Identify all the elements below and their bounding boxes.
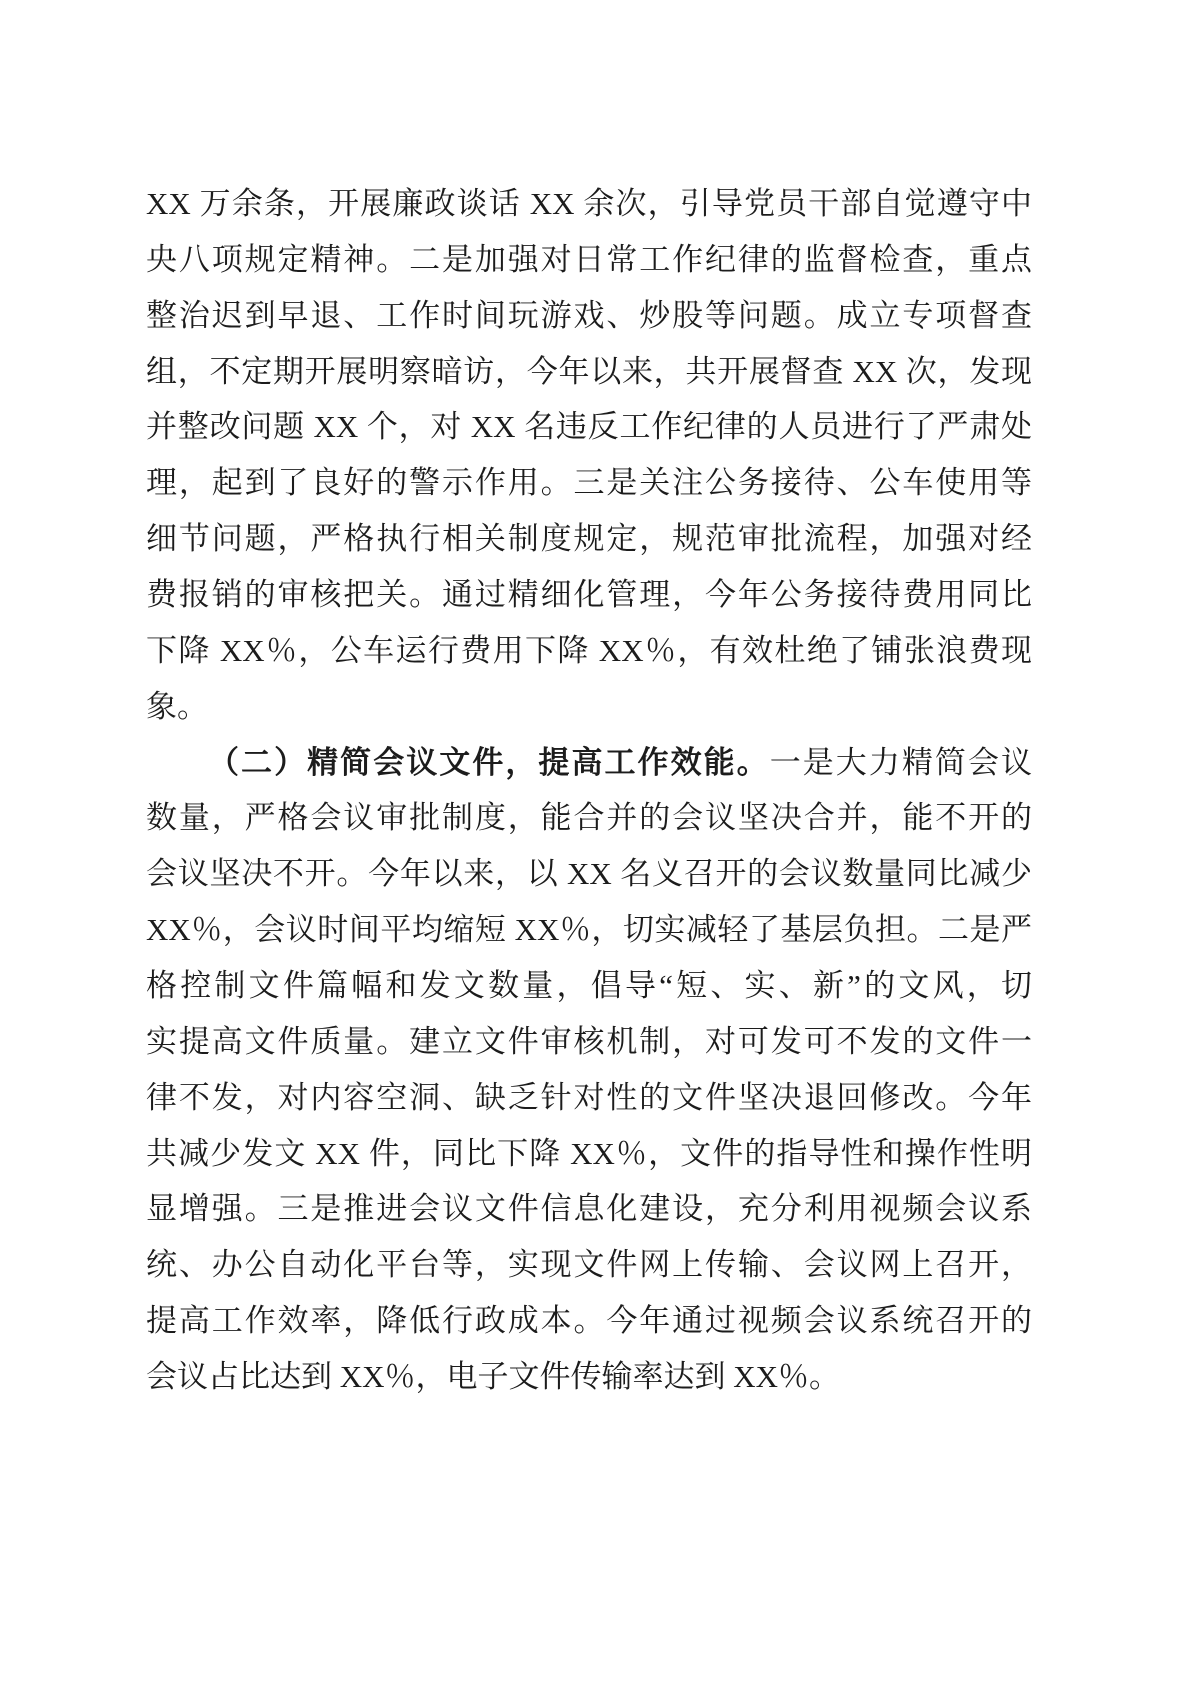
text-line: [146, 176, 1032, 232]
text-line: [146, 735, 1032, 791]
text-line: [146, 1126, 1032, 1182]
text-line: [146, 232, 1032, 288]
body-text-run: 共减少发文 XX 件，同比下降 XX％，文件的指导性和操作性明: [146, 1135, 1032, 1171]
body-text-run: 象。: [146, 688, 208, 724]
body-text-run: 组，不定期开展明察暗访，今年以来，共开展督查 XX 次，发现: [146, 353, 1032, 389]
text-line: [146, 623, 1032, 679]
body-text-run: 统、办公自动化平台等，实现文件网上传输、会议网上召开，: [146, 1247, 1032, 1283]
body-text-run: 会议坚决不开。今年以来，以 XX 名义召开的会议数量同比减少: [146, 856, 1032, 892]
body-text-run: 理，起到了良好的警示作用。三是关注公务接待、公车使用等: [146, 465, 1032, 501]
text-line: [146, 455, 1032, 511]
text-line: [146, 1237, 1032, 1293]
text-line: [146, 1181, 1032, 1237]
body-text-run: 并整改问题 XX 个，对 XX 名违反工作纪律的人员进行了严肃处: [146, 409, 1032, 445]
paragraph-meetings-and-documents: [146, 735, 1032, 1405]
text-line: [146, 1349, 1032, 1405]
body-text-run: 一是大力精简会议: [769, 744, 1032, 780]
body-text-run: 格控制文件篇幅和发文数量，倡导“短、实、新”的文风，切: [146, 968, 1032, 1004]
text-line: [146, 846, 1032, 902]
body-text-run: XX 万余条，开展廉政谈话 XX 余次，引导党员干部自觉遵守中: [146, 186, 1032, 221]
body-text-run: 数量，严格会议审批制度，能合并的会议坚决合并，能不开的: [146, 800, 1032, 836]
text-line: [146, 1293, 1032, 1349]
body-text-run: 会议占比达到 XX％，电子文件传输率达到 XX％。: [146, 1359, 841, 1395]
body-text-run: 细节问题，严格执行相关制度规定，规范审批流程，加强对经: [146, 521, 1032, 557]
body-text-run: 律不发，对内容空洞、缺乏针对性的文件坚决退回修改。今年: [146, 1079, 1032, 1115]
text-line: [146, 344, 1032, 400]
text-line: [146, 958, 1032, 1014]
text-line: [146, 288, 1032, 344]
text-line: [146, 902, 1032, 958]
text-line: [146, 511, 1032, 567]
body-text-run: 下降 XX％，公车运行费用下降 XX％，有效杜绝了铺张浪费现: [146, 632, 1032, 668]
text-line: [146, 399, 1032, 455]
body-text-run: 显增强。三是推进会议文件信息化建设，充分利用视频会议系: [146, 1191, 1032, 1227]
text-line: [146, 1014, 1032, 1070]
text-line: [146, 1070, 1032, 1126]
text-block: [146, 176, 1032, 1405]
body-text-run: XX％，会议时间平均缩短 XX％，切实减轻了基层负担。二是严: [146, 912, 1032, 948]
body-text-run: 整治迟到早退、工作时间玩游戏、炒股等问题。成立专项督查: [146, 297, 1032, 333]
paragraph-discipline-supervision: [146, 176, 1032, 735]
body-text-run: 提高工作效率，降低行政成本。今年通过视频会议系统召开的: [146, 1303, 1032, 1339]
section-heading-run: （二）精简会议文件，提高工作效能。: [208, 744, 770, 780]
text-line: [146, 790, 1032, 846]
body-text-run: 央八项规定精神。二是加强对日常工作纪律的监督检查，重点: [146, 241, 1032, 277]
text-line: [146, 567, 1032, 623]
body-text-run: 实提高文件质量。建立文件审核机制，对可发可不发的文件一: [146, 1023, 1032, 1059]
body-text-run: 费报销的审核把关。通过精细化管理，今年公务接待费用同比: [146, 577, 1032, 613]
text-line: [146, 679, 1032, 735]
